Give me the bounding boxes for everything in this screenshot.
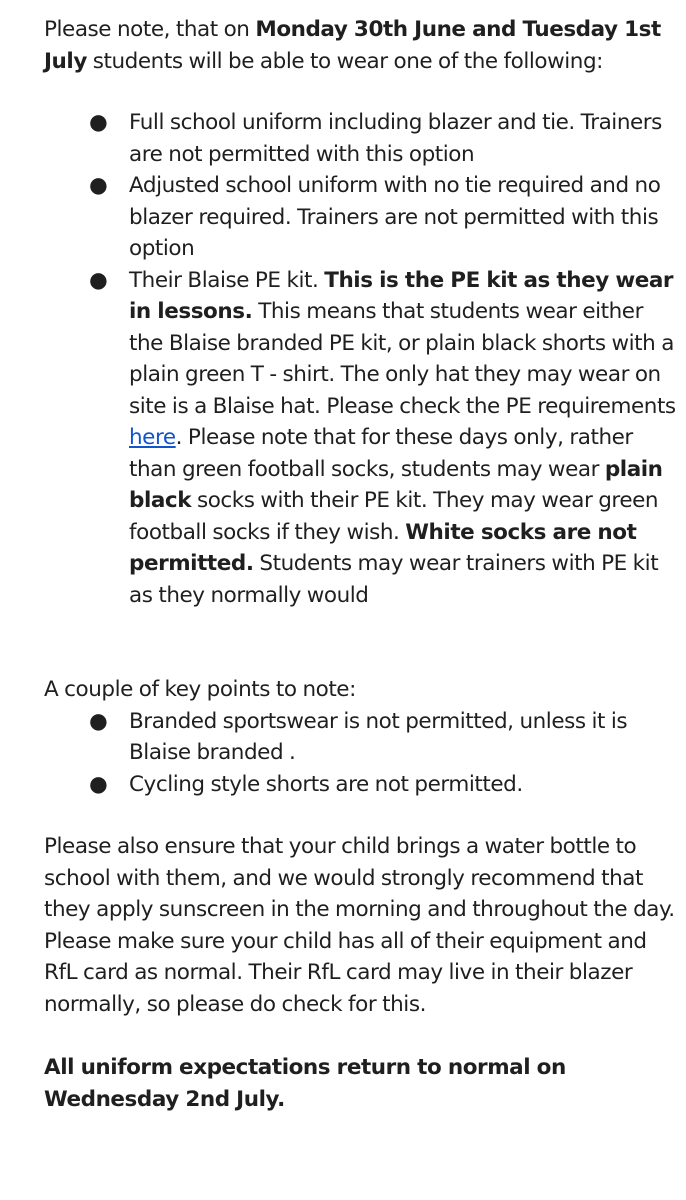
- list-item: [44, 265, 676, 612]
- bullet-icon: ●: [89, 771, 108, 797]
- bullet-icon: ●: [89, 708, 108, 734]
- list-item: [44, 769, 676, 801]
- pe-kit-text-5: Students may wear trainers with PE kit as they normally would: [129, 551, 659, 608]
- pe-requirements-link[interactable]: here: [129, 425, 176, 450]
- bullet-icon: ●: [89, 110, 108, 135]
- option-pe-kit: [129, 268, 676, 608]
- pe-kit-text-3: . Please note that for these days only, rather than green football socks, students may wear: [129, 425, 633, 482]
- pe-kit-text-1: Their Blaise PE kit.: [129, 267, 325, 293]
- intro-paragraph: [44, 14, 676, 77]
- bullet-icon: ●: [89, 267, 108, 293]
- water-bottle-paragraph: Please also ensure that your child brings a water bottle to school with them, and we would strongly recommend that they apply sunscreen in the morning and throughout the day. Please make sure your child has all of their equipment and RfL card as normal. Their RfL card may live in their blazer normally, so please do check for this.: [44, 834, 675, 1017]
- bullet-icon: ●: [89, 173, 108, 198]
- list-item: [44, 170, 676, 265]
- closing-bold: All uniform expectations return to normal on Wednesday 2nd July.: [44, 1055, 566, 1112]
- pe-kit-bold-3: White socks are not permitted.: [129, 519, 637, 576]
- pe-kit-text-4: socks with their PE kit. They may wear green football socks if they wish.: [129, 488, 659, 545]
- pe-kit-bold-1: This is the PE kit as they wear in lessons.: [129, 267, 674, 324]
- pe-kit-text-2: This means that students wear either the Blaise branded PE kit, or plain black shorts with a plain green T - shirt. The only hat they may wear on site is a Blaise hat. Please check the PE requirements: [129, 299, 676, 419]
- key-points-heading: A couple of key points to note:: [44, 677, 356, 702]
- intro-text-2: students will be able to wear one of the following:: [86, 48, 603, 74]
- closing-statement: [44, 1052, 676, 1115]
- intro-dates-bold: Monday 30th June and Tuesday 1st July: [44, 17, 661, 74]
- key-points-list: [44, 706, 676, 801]
- pe-kit-bold-2: plain black: [129, 456, 663, 513]
- option-adjusted-uniform: Adjusted school uniform with no tie required and no blazer required. Trainers are not permitted with this option: [129, 173, 661, 261]
- key-point-cycling-shorts: Cycling style shorts are not permitted.: [129, 771, 523, 797]
- list-item: [44, 706, 676, 769]
- uniform-options-list: [44, 107, 676, 611]
- intro-text-1: Please note, that on: [44, 17, 256, 42]
- list-item: [44, 107, 676, 170]
- key-point-branded-sportswear: Branded sportswear is not permitted, unless it is Blaise branded .: [129, 708, 628, 765]
- option-full-uniform: Full school uniform including blazer and tie. Trainers are not permitted with this option: [129, 110, 662, 167]
